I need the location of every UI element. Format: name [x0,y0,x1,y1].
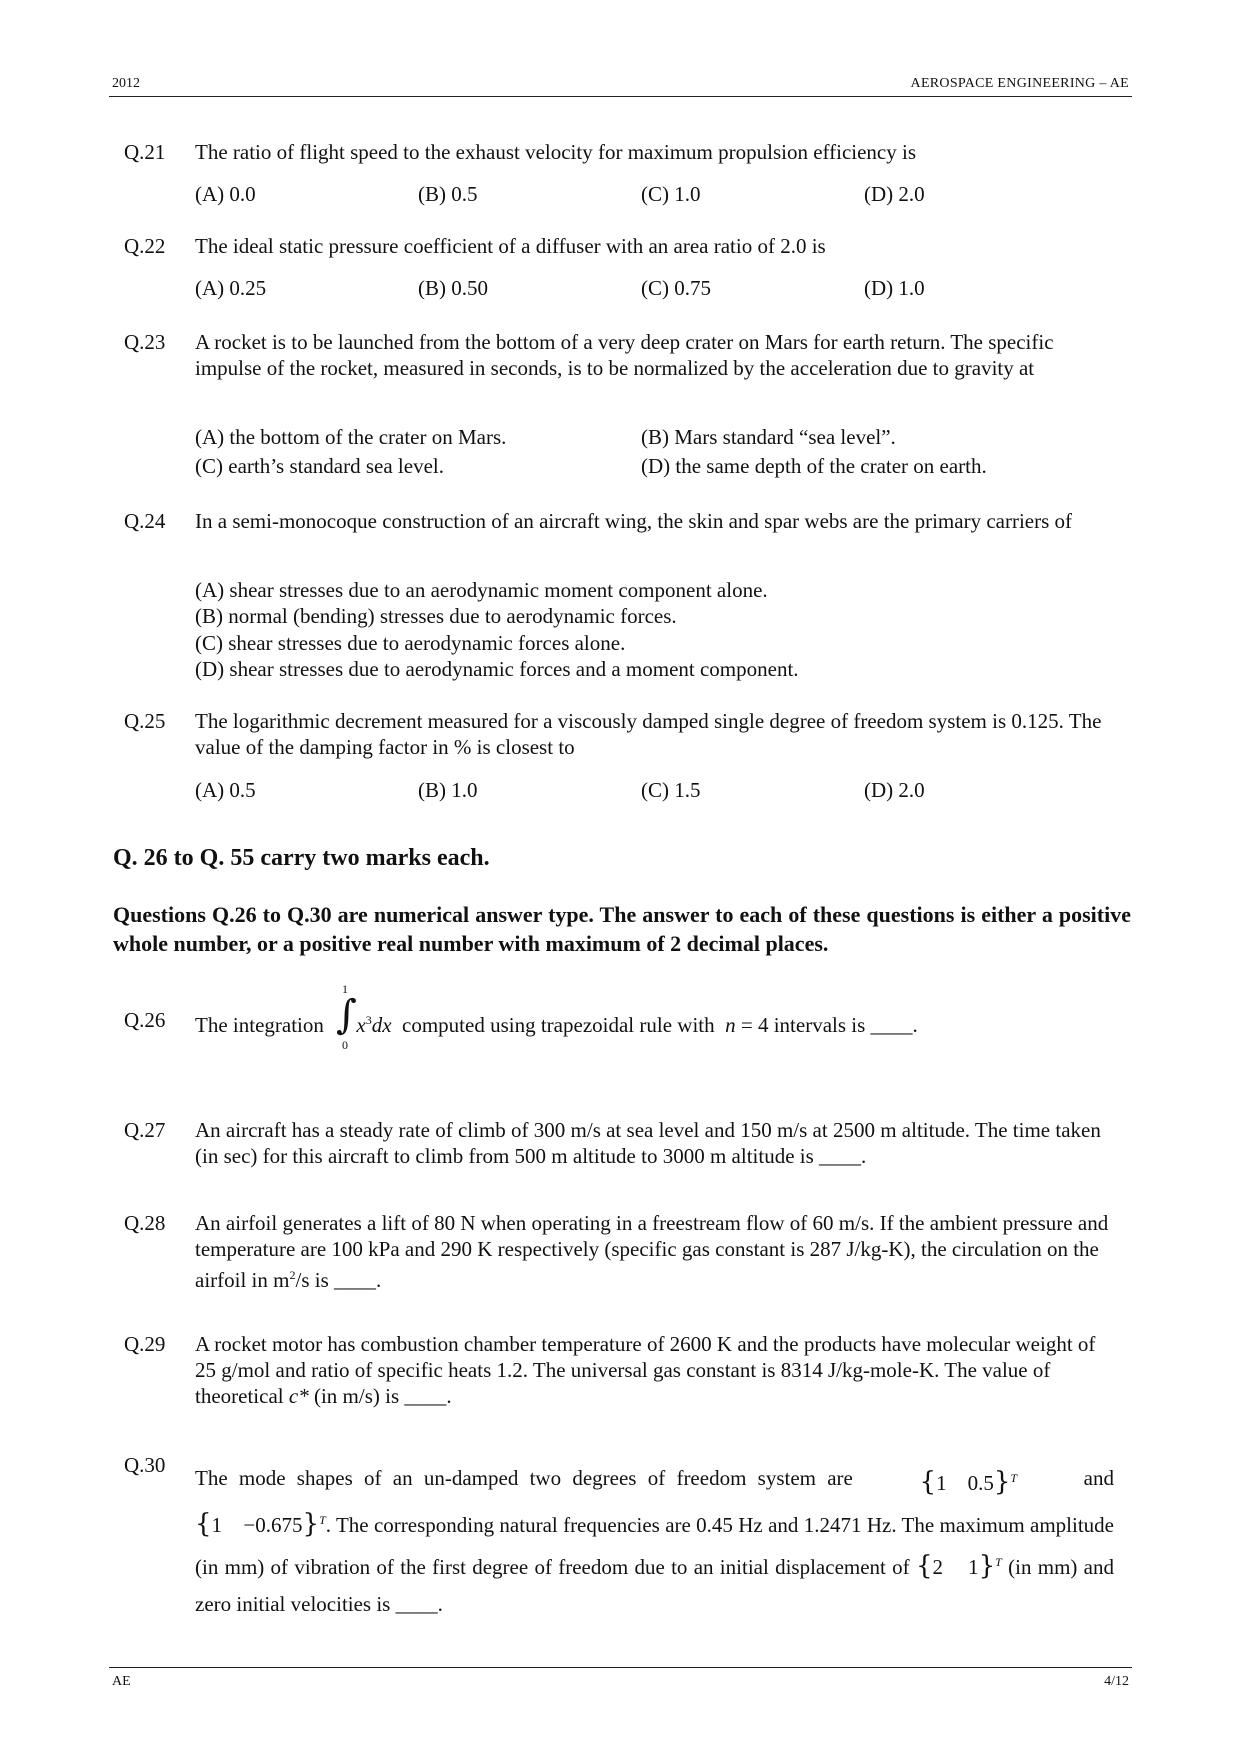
option-b: (B) 1.0 [418,778,478,802]
q29-text-a: A rocket motor has combustion chamber temperature of 2600 K and the products have molecular weight of 25 g/mol and ratio of specific heats 1.2. The universal gas constant is 8314 J/kg-mole-K. The value of theoretical [195,1332,1096,1408]
q28-superscript: 2 [289,1268,296,1282]
integrand: x [356,1013,366,1037]
question-22 [124,233,1114,303]
option-d: (D) 2.0 [864,778,925,802]
question-text [195,1331,1114,1409]
q30-text-2: . The corresponding natural frequencies are 0.45 Hz and 1.2471 Hz. The maximum amplitude (in mm) of vibration of the first degree of freedom due to an initial displacement of [195,1513,1115,1579]
question-28 [124,1210,1114,1295]
mode-shape-1: {1 0.5}$^T$ [919,1467,1018,1497]
option-d: (D) shear stresses due to aerodynamic forces and a moment component. [195,657,799,681]
question-number: Q.27 [124,1118,166,1142]
q26-post-text: intervals is ____. [773,1013,918,1037]
option-d: (D) 1.0 [864,276,925,300]
question-29 [124,1331,1114,1416]
q30-and: and [1083,1466,1114,1490]
question-25 [124,708,1114,808]
question-text: In a semi-monocoque construction of an aircraft wing, the skin and spar webs are the primary carriers of [195,509,1073,533]
question-26 [124,982,1114,1055]
n-variable: n [725,1013,736,1037]
numerical-instructions: Questions Q.26 to Q.30 are numerical answer type. The answer to each of these questions is either a positive whole number, or a positive real number with maximum of 2 decimal places. [113,902,1131,956]
q28-text-a: An airfoil generates a lift of 80 N when operating in a freestream flow of 60 m/s. If the ambient pressure and temperature are 100 kPa and 290 K respectively (specific gas constant is 287 J/kg-K), the circulation on the airfoil in m [195,1211,1109,1292]
integral-lower-limit: 0 [342,1038,348,1052]
question-number: Q.22 [124,234,166,258]
integral-symbol-icon: ∫ [336,992,357,1038]
c-star: c* [288,1384,309,1408]
question-number: Q.25 [124,709,166,733]
differential: dx [371,1013,392,1037]
option-a: (A) the bottom of the crater on Mars. [195,425,507,449]
question-number: Q.28 [124,1211,166,1235]
integral-upper-limit: 1 [342,982,348,996]
question-24 [124,508,1114,688]
option-a: (A) 0.5 [195,778,256,802]
option-d: (D) the same depth of the crater on earth. [641,454,987,478]
q30-text-1: The mode shapes of an un-damped two degrees of freedom system are [195,1466,853,1490]
n-value: = 4 [735,1013,769,1037]
q28-text-b: /s is ____. [295,1268,382,1292]
question-number: Q.29 [124,1332,166,1356]
header-year: 2012 [112,76,140,91]
integral-sign [336,982,357,1052]
q26-pre-text: The integration [195,1013,324,1037]
question-number: Q.26 [124,1008,166,1032]
q26-mid-text: computed using trapezoidal rule with [402,1013,715,1037]
question-27 [124,1117,1114,1177]
option-c: (C) earth’s standard sea level. [195,454,444,478]
question-text: The ideal static pressure coefficient of a diffuser with an area ratio of 2.0 is [195,234,826,258]
question-text [195,1460,1114,1623]
option-c: (C) shear stresses due to aerodynamic forces alone. [195,631,626,655]
page-header [109,74,1132,97]
option-b: (B) 0.50 [418,276,488,300]
option-b: (B) Mars standard “sea level”. [641,425,896,449]
option-c: (C) 0.75 [641,276,711,300]
option-c: (C) 1.5 [641,778,701,802]
option-d: (D) 2.0 [864,182,925,206]
question-text: The ratio of flight speed to the exhaust velocity for maximum propulsion efficiency is [195,140,917,164]
question-21 [124,139,1114,209]
option-c: (C) 1.0 [641,182,701,206]
option-a: (A) 0.0 [195,182,256,206]
section-heading: Q. 26 to Q. 55 carry two marks each. [113,845,490,871]
question-23 [124,329,1114,489]
question-text [195,1210,1114,1293]
option-a: (A) 0.25 [195,276,267,300]
option-b: (B) 0.5 [418,182,478,206]
footer-code: AE [112,1674,131,1689]
question-text: The logarithmic decrement measured for a viscously damped single degree of freedom system is 0.125. The value of the damping factor in % is closest to [195,709,1102,759]
question-number: Q.24 [124,509,166,533]
question-number: Q.23 [124,330,166,354]
question-text: A rocket is to be launched from the bottom of a very deep crater on Mars for earth return. The specific impulse of the rocket, measured in seconds, is to be normalized by the acceleration due to gravity at [195,330,1054,380]
q30-text-3: (in mm) and zero initial velocities is ____. [195,1555,1114,1616]
q29-text-b: (in m/s) is ____. [313,1384,452,1408]
header-subject: AEROSPACE ENGINEERING – AE [910,76,1129,91]
page-footer [109,1667,1132,1690]
mode-shape-2: {1 −0.675}$^T$ [195,1509,326,1539]
option-a: (A) shear stresses due to an aerodynamic moment component alone. [195,578,768,602]
integrand-power: 3 [365,1013,372,1027]
question-30 [124,1452,1114,1617]
page-number: 4/12 [1104,1674,1129,1689]
question-number: Q.30 [124,1453,166,1477]
initial-displacement-vector: {2 1}$^T$ [915,1551,1002,1581]
question-text: An aircraft has a steady rate of climb of 300 m/s at sea level and 150 m/s at 2500 m altitude. The time taken (in sec) for this aircraft to climb from 500 m altitude to 3000 m altitude is ____. [195,1118,1101,1168]
question-text [195,1007,1114,1038]
option-b: (B) normal (bending) stresses due to aerodynamic forces. [195,604,677,628]
question-number: Q.21 [124,140,166,164]
